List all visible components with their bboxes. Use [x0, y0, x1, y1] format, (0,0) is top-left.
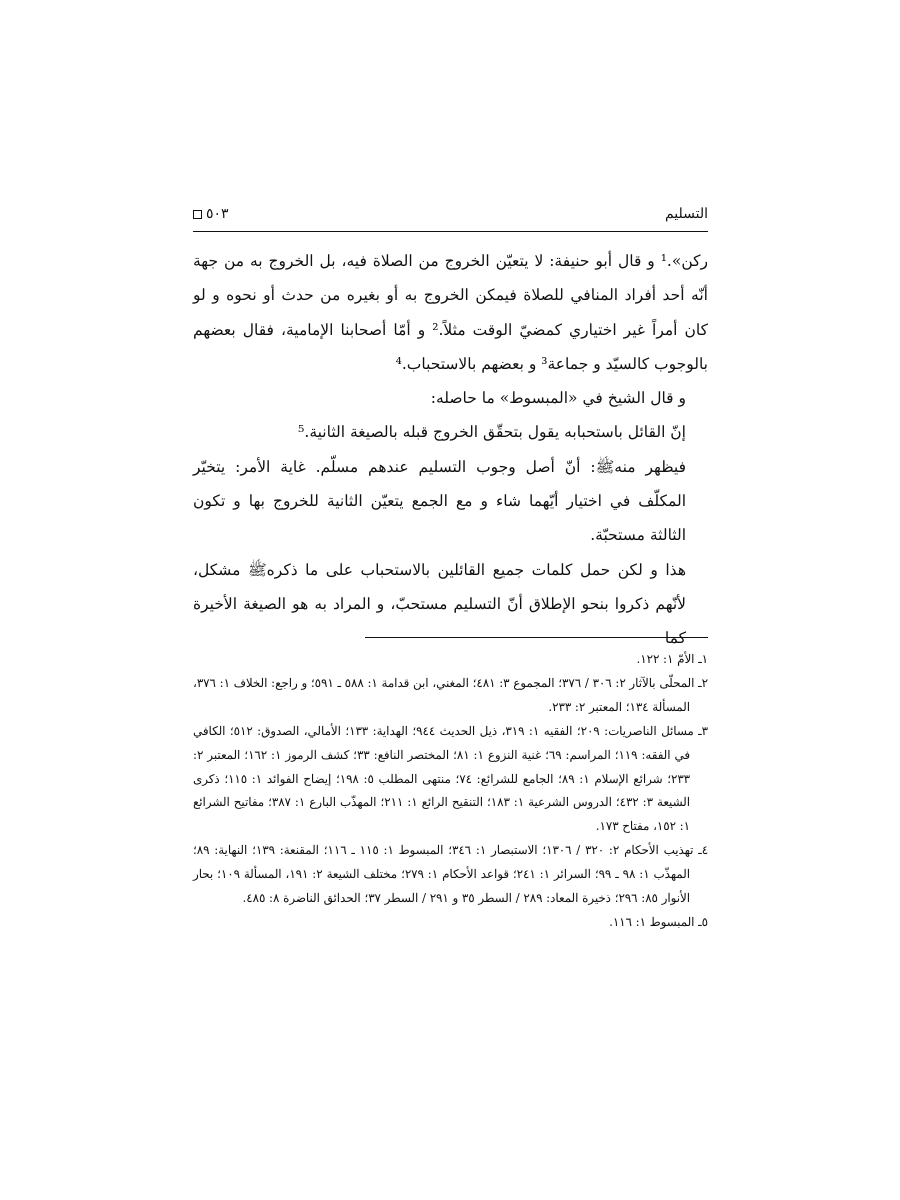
running-title: التسليم — [664, 206, 708, 222]
footnote-divider — [365, 637, 708, 638]
footnote-item: ٢ـ المحلّى بالآثار ٢: ٣٠٦ / ٣٧٦؛ المجموع ٣: ٤٨١؛ المغني، ابن قدامة ١: ٥٨٨ ـ ٥٩١؛ و راجع: الخلاف ١: ٣٧٦، المسألة ١٣٤؛ المعتبر ٢: ٢٣٣. — [193, 675, 708, 714]
main-text — [193, 244, 708, 656]
footnote-item: ٥ـ المبسوط ١: ١١٦. — [609, 914, 708, 929]
paragraph: و قال الشيخ في «المبسوط» ما حاصله: — [430, 389, 686, 408]
quote-paragraph: إنّ القائل باستحبابه يقول بتحقّق الخروج قبله بالصيغة الثانية.⁵ — [298, 423, 686, 442]
paragraph: هذا و لكن حمل كلمات جميع القائلين بالاستحباب على ما ذكرهﷺ مشكل، لأنّهم ذكروا بنحو الإطلاق أنّ التسليم مستحبّ، و المراد به هو الصيغة الأخيرة كما — [193, 560, 686, 648]
footnote-item: ١ـ الأمّ ١: ١٢٢. — [636, 652, 708, 666]
paragraph: ركن».¹ و قال أبو حنيفة: لا يتعيّن الخروج من الصلاة فيه، بل الخروج به من جهة أنّه أحد أفراد المنافي للصلاة فيمكن الخروج به أو بغيره من حدث أو نحوه و لو كان أمراً غير اختياري كمضيّ الوقت مثلاً.² و أمّا أصحابنا الإمامية، فقال بعضهم بالوجوب كالسيّد و جماعة³ و بعضهم بالاستحباب.⁴ — [193, 252, 708, 373]
page-number-group — [193, 206, 229, 222]
page-number: ٥٠٣ — [206, 206, 229, 222]
header-divider — [193, 231, 708, 232]
footnotes — [193, 648, 708, 935]
paragraph: فيظهر منهﷺ: أنّ أصل وجوب التسليم عندهم مسلّم. غاية الأمر: يتخيّر المكلّف في اختيار أيّهما شاء و مع الجمع يتعيّن الثانية للخروج بها و تكون الثالثة مستحبّة. — [193, 457, 686, 545]
square-ornament-icon — [193, 210, 202, 219]
footnote-item: ٤ـ تهذيب الأحكام ٢: ٣٢٠ / ١٣٠٦؛ الاستبصار ١: ٣٤٦؛ المبسوط ١: ١١٥ ـ ١١٦؛ المقنعة: ١٣٩؛ النهاية: ٨٩؛ المهذّب ١: ٩٨ ـ ٩٩؛ السرائر ١: ٢٤١؛ قواعد الأحكام ١: ٢٧٩؛ مختلف الشيعة ٢: ١٩١، المسألة ١٠٩؛ بحار الأنوار ٨٥: ٢٩٦؛ ذخيرة المعاد: ٢٨٩ / السطر ٣٥ و ٢٩١ / السطر ٣٧؛ الحدائق الناضرة ٨: ٤٨٥. — [193, 843, 709, 906]
running-header — [193, 202, 708, 226]
footnote-item: ٣ـ مسائل الناصريات: ٢٠٩؛ الفقيه ١: ٣١٩، ذيل الحديث ٩٤٤؛ الهداية: ١٣٣؛ الأمالي، الصدوق: ٥١٢؛ الكافي في الفقه: ١١٩؛ المراسم: ٦٩؛ غنية النزوع ١: ٨١؛ المختصر النافع: ٣٣؛ كشف الرموز ١: ١٦٢؛ المعتبر ٢: ٢٣٣؛ شرائع الإسلام ١: ٨٩؛ الجامع للشرائع: ٧٤؛ منتهى المطلب ٥: ١٩٨؛ إيضاح الفوائد ١: ١١٥؛ ذكرى الشيعة ٣: ٤٣٢؛ الدروس الشرعية ١: ١٨٣؛ التنقيح الرائع ١: ٢١١؛ المهذّب البارع ١: ٣٨٧؛ مفاتيح الشرائع ١: ١٥٢، مفتاح ١٧٣. — [193, 723, 708, 834]
